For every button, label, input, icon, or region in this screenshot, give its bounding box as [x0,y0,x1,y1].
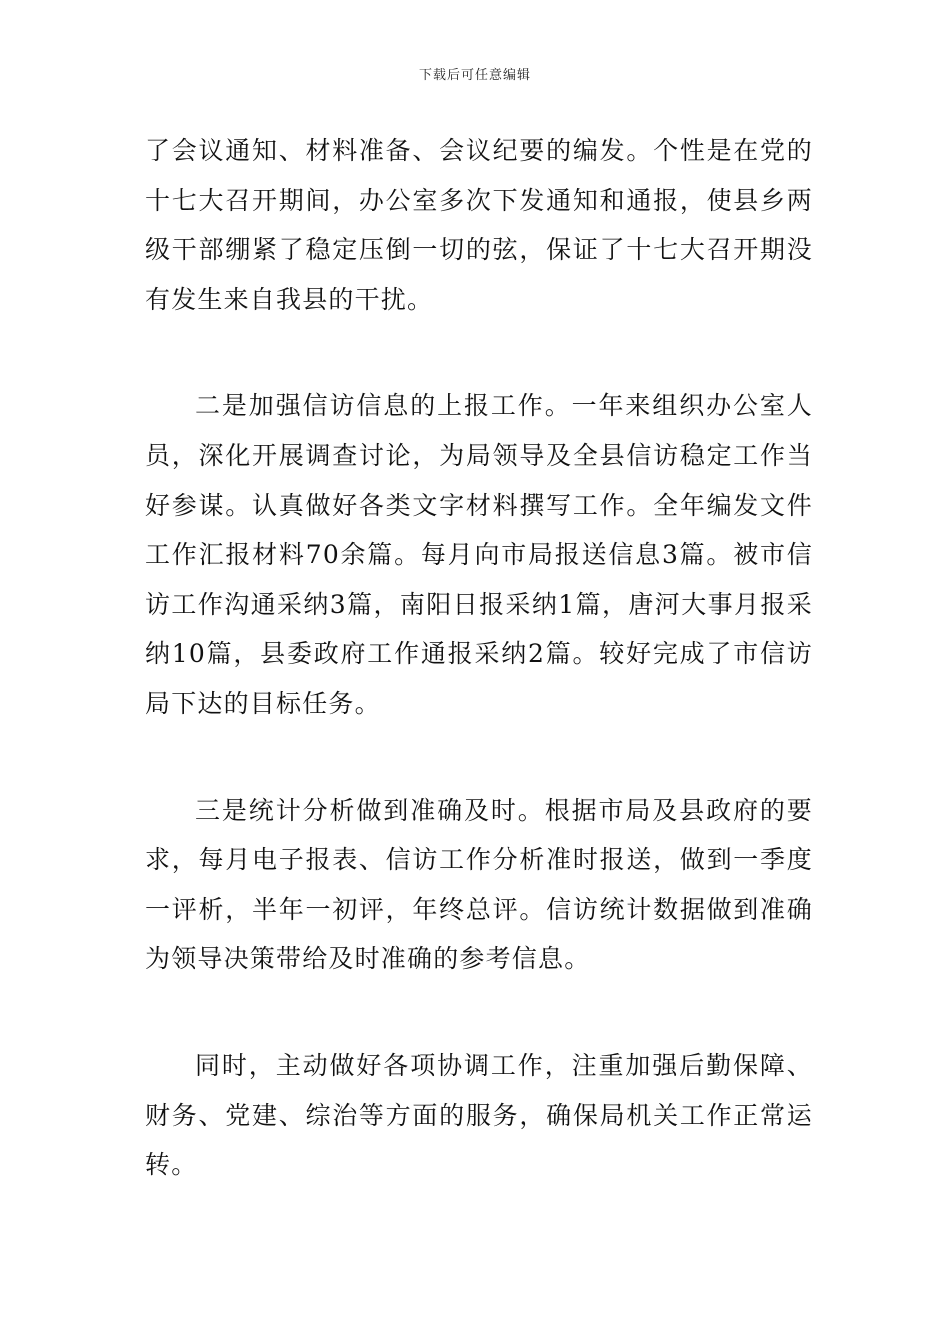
paragraph-gap [145,729,813,786]
paragraph-statistics: 三是统计分析做到准确及时。根据市局及县政府的要求，每月电子报表、信访工作分析准时报送，做到一季度一评析，半年一初评，年终总评。信访统计数据做到准确为领导决策带给及时准确的参考信息。 [145,795,813,974]
paragraph-coordination: 同时，主动做好各项协调工作，注重加强后勤保障、财务、党建、综治等方面的服务，确保局机关工作正常运转。 [145,1050,813,1180]
paragraph-gap [145,324,813,381]
paragraph-continuation: 了会议通知、材料准备、会议纪要的编发。个性是在党的十七大召开期间，办公室多次下发通知和通报，使县乡两级干部绷紧了稳定压倒一切的弦，保证了十七大召开期没有发生来自我县的干扰。 [145,136,813,314]
document-body [145,126,813,1190]
paragraph-gap [145,984,813,1041]
paragraph-info-reporting: 二是加强信访信息的上报工作。一年来组织办公室人员，深化开展调查讨论，为局领导及全县信访稳定工作当好参谋。认真做好各类文字材料撰写工作。全年编发文件工作汇报材料70余篇。每月向市局报送信息3篇。被市信访工作沟通采纳3篇，南阳日报采纳1篇，唐河大事月报采纳10篇，县委政府工作通报采纳2篇。较好完成了市信访局下达的目标任务。 [145,391,813,718]
page-header-note: 下载后可任意编辑 [418,68,531,83]
